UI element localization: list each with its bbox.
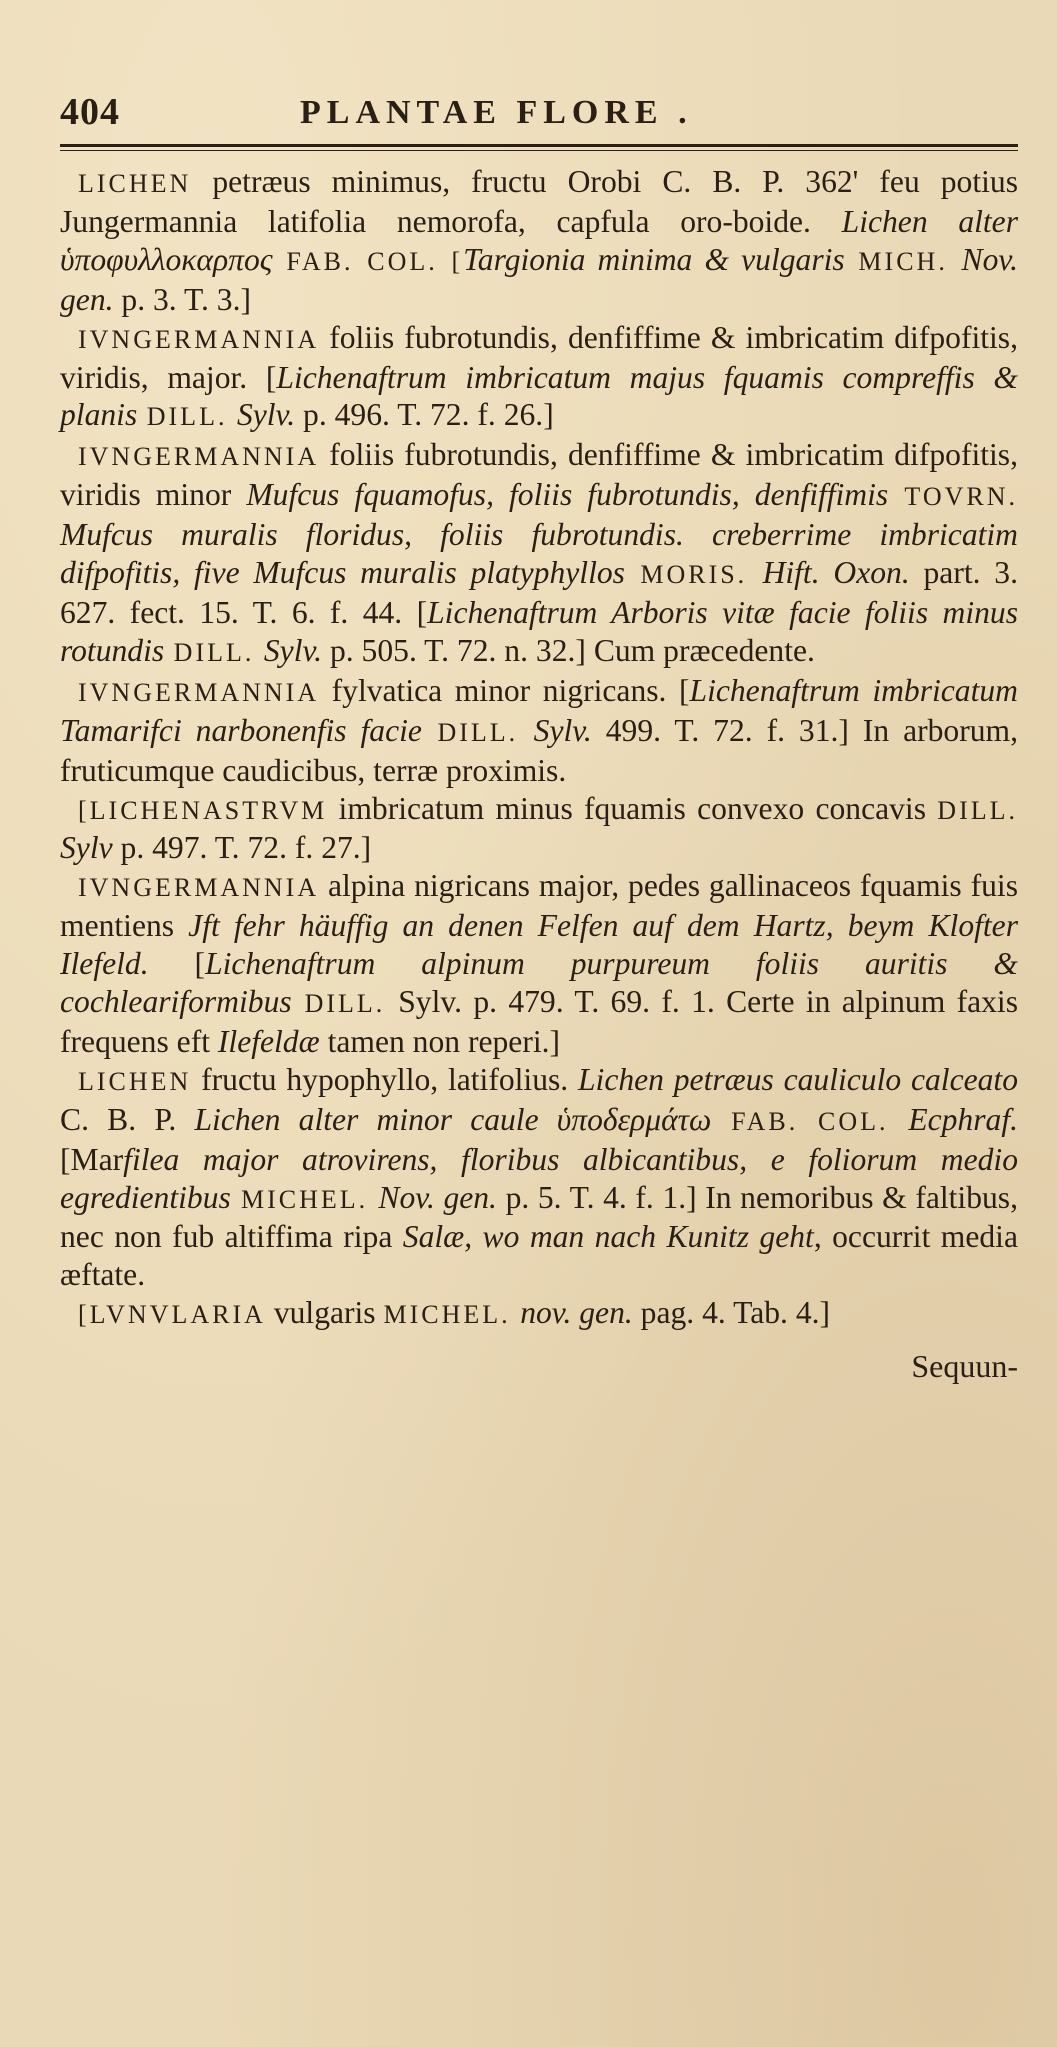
italic-text: Targionia minima & vulgaris [463,241,845,277]
text-run: p. 5. T. 4. f. 1.] In nemoribus & faltibus, nec non fub altiffima ripa [60,1179,1018,1255]
text-run: p. 497. T. 72. f. 27.] [112,830,372,866]
italic-text: Lichenaftrum Arboris vitæ facie foliis minus rotundis [60,594,1018,668]
text-run: p. 505. T. 72. n. 32.] Cum præcedente. [322,632,815,668]
author-abbrev: TOVRN. [888,482,1018,512]
author-abbrev: FAB. COL. [ [272,246,464,276]
italic-text: filea major atrovirens, floribus albicantibus, e foliorum medio egredientibus [60,1141,1018,1215]
italic-text: Lichen alter ὑποφυλλοκαρπος [60,203,1019,277]
author-abbrev: IVNGERMANNIA [78,677,320,707]
text-run: , occurrit media æftate. [60,1219,1018,1293]
author-abbrev: FAB. COL. [711,1106,909,1136]
text-run: petræus minimus, fructu Orobi C. B. P. 362' feu potius Jungermannia latifolia nemorofa, capfula oro-boide. [60,164,1018,239]
text-run: part. 3. 627. fect. 15. T. 6. f. 44. [ [60,555,1018,630]
italic-text: Lichenaftrum alpinum purpureum foliis auritis & cochleariformibus [60,946,1019,1020]
entry-paragraph [60,790,1018,868]
italic-text: Lichen alter minor caule ὑποδερμάτω [194,1101,712,1137]
italic-text: Ilefeldæ [217,1023,320,1059]
page-header [60,90,1023,142]
italic-text: Lichenaftrum imbricatum majus fquamis compreffis & planis [60,359,1018,433]
text-run: C. B. P. [60,1101,195,1137]
author-abbrev: MORIS. [624,560,763,590]
entry-paragraph [60,672,1018,790]
text-run: p. 3. T. 3.] [113,281,251,317]
italic-text: Mufcus muralis floridus, foliis fubrotundis. creberrime imbricatim difpofitis, five Mufcus muralis platyphyllos [60,517,1018,591]
italic-text: Jft fehr häuffig an denen Felfen auf dem Hartz, beym Klofter Ilefeld. [60,908,1018,982]
italic-text: Lichenaftrum imbricatum Tamarifci narbonenfis facie [60,672,1018,748]
italic-text: nov. gen. [520,1295,633,1331]
text-run: 499. T. 72. f. 31.] In arborum, fruticumque caudicibus, terræ proximis. [60,712,1018,788]
catchword: Sequun- [911,1348,1018,1385]
author-abbrev: DILL. [937,795,1018,825]
author-abbrev: MICHEL. [230,1184,379,1214]
author-abbrev: IVNGERMANNIA [78,442,320,472]
author-abbrev: DILL. [164,637,264,667]
text-run: fylvatica minor nigricans. [ [319,672,690,708]
header-rule [60,144,1018,151]
entry-paragraph [60,163,1018,319]
author-abbrev: LICHEN [78,169,192,198]
author-abbrev: LICHEN [78,1066,192,1096]
text-run: tamen non reperi.] [319,1023,561,1059]
page-number: 404 [60,91,120,133]
entry-paragraph [60,436,1018,671]
author-abbrev: DILL. [137,402,237,432]
italic-text: Sylv. [236,397,296,433]
italic-text: Mufcus fquamofus, foliis fubrotundis, denfiffimis [246,477,889,513]
text-run: foliis fubrotundis, denfiffime & imbricatim difpofitis, viridis minor [60,437,1018,513]
italic-text: Sylv [60,830,113,866]
author-abbrev: DILL. [421,717,534,747]
author-abbrev: IVNGERMANNIA [78,873,320,903]
italic-text: Ecphraf. [908,1101,1018,1137]
italic-text: Sylv. [533,712,592,748]
text-run: pag. 4. Tab. 4.] [632,1295,831,1331]
text-run: vulgaris [265,1295,384,1331]
author-abbrev: DILL. [291,989,399,1019]
text-run: Sylv. p. 479. T. 69. f. 1. Certe in alpinum faxis frequens eft [60,984,1018,1059]
entry-paragraph [60,1294,1018,1334]
italic-text: Salæ, wo man nach Kunitz geht [402,1219,814,1255]
running-head: PLANTAE FLORE . [300,94,693,131]
text-run: alpina nigricans major, pedes gallinaceos fquamis fuis mentiens [60,868,1018,944]
entry-paragraph [60,319,1018,437]
italic-text: Nov. gen. [60,241,1018,317]
italic-text: Nov. gen. [378,1179,497,1215]
italic-text: Hift. Oxon. [762,555,910,591]
author-abbrev: [LVNVLARIA [78,1300,266,1330]
text-run: fructu hypophyllo, latifolius. [191,1061,578,1097]
text-run: p. 496. T. 72. f. 26.] [295,397,554,433]
body-text [60,163,1018,1334]
italic-text: Lichen petræus cauliculo calceato [577,1061,1018,1097]
entry-paragraph [60,1061,1018,1294]
italic-text: Sylv. [263,632,323,668]
author-abbrev: MICH. [844,246,962,276]
entry-paragraph [60,867,1018,1061]
author-abbrev: [LICHENASTRVM [78,795,328,825]
author-abbrev: IVNGERMANNIA [78,324,320,354]
text-run: [ [148,946,206,982]
text-run: foliis fubrotundis, denfiffime & imbricatim difpofitis, viridis, major. [ [60,319,1018,395]
text-run: imbricatum minus fquamis convexo concavis [327,790,938,826]
author-abbrev: MICHEL. [383,1300,521,1330]
text-run: [Mar [60,1141,124,1177]
